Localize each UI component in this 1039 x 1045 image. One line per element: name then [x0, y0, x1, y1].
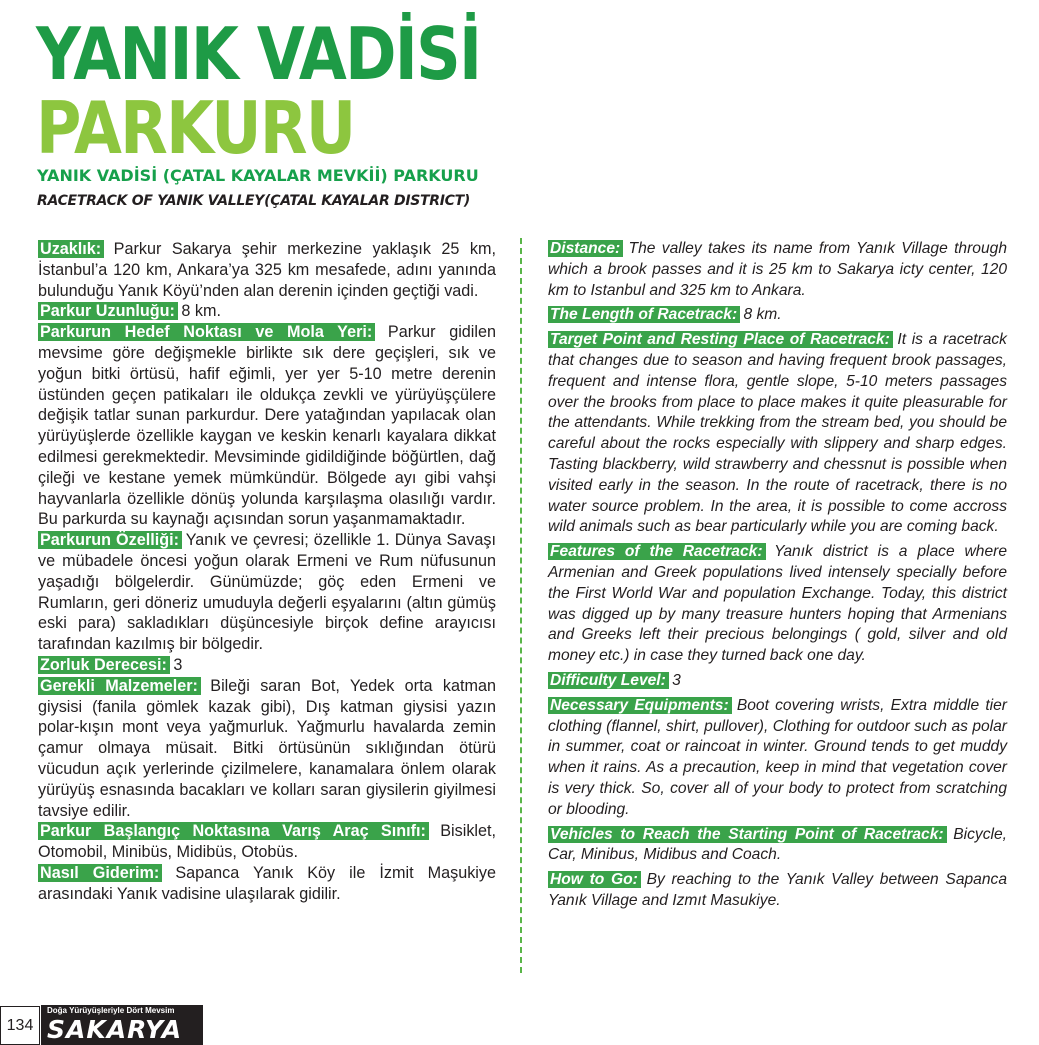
page-title-line-2: PARKURU [36, 86, 355, 170]
section-label: Parkur Başlangıç Noktasına Varış Araç Sınıfı: [40, 822, 426, 841]
section-vehicles-en [548, 825, 1007, 867]
section-text: By reaching to the Yanık Valley between Sapanca Yanık Village and Izmıt Masukiye. [548, 871, 1007, 909]
section-length-en [548, 305, 1007, 326]
subtitle-turkish: YANIK VADİSİ (ÇATAL KAYALAR MEVKİİ) PARKURU [37, 166, 479, 185]
section-label: Vehicles to Reach the Starting Point of Racetrack: [550, 825, 944, 843]
section-length-tr [38, 301, 496, 322]
section-label: Target Point and Resting Place of Racetrack: [550, 331, 890, 349]
page-number: 134 [0, 1006, 40, 1045]
section-text: Sapanca Yanık Köy ile İzmit Maşukiye arasındaki Yanık vadisine ulaşılarak gidilir. [38, 863, 496, 903]
section-features-en [548, 542, 1007, 667]
section-text: It is a racetrack that changes due to season and having frequent brook passages, frequent and intense flora, gentle slope, 5-10 meters passages over the brooks from place to place makes it quite pleasurable for the attendants. While trekking from the stream bed, you should be careful about the rocks especially with slippery and sharp edges. Tasting blackberry, wild strawberry and chessnut is possible when visited early in the season. In the route of racetrack, there is no water source problem. In the area, it is possible to come accross wild animals such as bear particularly while you are coming back. [548, 331, 1007, 536]
section-label: Gerekli Malzemeler: [40, 676, 198, 695]
series-title: Doğa Yürüyüşleriyle Dört Mevsim [47, 1006, 175, 1015]
section-label: Features of the Racetrack: [550, 543, 763, 561]
section-label: Nasıl Giderim: [40, 863, 160, 882]
column-divider [520, 238, 522, 973]
section-label: The Length of Racetrack: [550, 306, 738, 324]
english-column [548, 239, 1007, 916]
section-label: Parkurun Özelliği: [40, 531, 180, 550]
turkish-column [38, 239, 496, 905]
section-howto-tr [38, 863, 496, 905]
section-text: 8 km. [739, 306, 782, 324]
section-howto-en [548, 870, 1007, 912]
section-equipment-tr [38, 676, 496, 822]
section-text: Yanık ve çevresi; özellikle 1. Dünya Savaşı ve mübadele öncesi yoğun olarak Ermeni ve Rum nüfusunun yaşadığı bölgelerdir. Günümüzde; göç eden Ermeni ve Rumların, geri döneriz umuduyla değerli eşyalarını (altın gümüş eski para) sakladıkları düşüncesiyle birçok define arayıcısı tarafından kazılmış bir bölgedir. [38, 531, 497, 654]
section-label: Parkur Uzunluğu: [40, 302, 175, 321]
section-text: Boot covering wrists, Extra middle tier clothing (flannel, shirt, pullover), Clothing for outdoor such as polar in summer, coat or raincoat in winter. Ground tends to get muddy when it rains. As a precaution, keep in mind that vegetation cover is very thick. So, cover all of your body to protect from scratching or blooding. [548, 696, 1007, 818]
subtitle-english: RACETRACK OF YANIK VALLEY(ÇATAL KAYALAR DISTRICT) [37, 193, 470, 209]
section-features-tr [38, 530, 496, 655]
section-vehicles-tr [38, 821, 496, 863]
section-target-en [548, 330, 1007, 538]
section-text: Bisiklet, Otomobil, Minibüs, Midibüs, Otobüs. [38, 822, 497, 862]
section-label: Necessary Equipments: [550, 696, 729, 714]
logo-wordmark: SAKARYA [47, 1015, 183, 1044]
section-text: Parkur Sakarya şehir merkezine yaklaşık 25 km, İstanbul’a 120 km, Ankara’ya 325 km mesafede, adını yanında bulunduğu Yanık Köyü’nden alan derenin içinden geçtiği vadi. [38, 240, 496, 300]
section-text: 3 [667, 671, 681, 689]
section-text: Parkur gidilen mevsime göre değişmekle birlikte sık dere geçişleri, sık ve yoğun bitki örtüsü, hafif eğimli, yer yer 5-10 metre derenin üstünden geçen patikaları ile oldukça zevkli ve yürüyüşçülere değişik tatlar sunan parkurdur. Dere yatağından yapılacak olan yürüyüşlerde özellikle kaygan ve keskin kenarlı kayalara dikkat edilmesi gerekmektedir. Mevsiminde gidildiğinde böğürtlen, dağ çileği ve kestane yemek mümkündür. Bölgede ayı gibi vahşi hayvanlarla özellikle dönüş yolunda karşılaşma olasılığı vardır. Bu parkurda su kaynağı açısından sorun yaşanmamaktadır. [38, 323, 496, 529]
section-text: Bicycle, Car, Minibus, Midibus and Coach. [548, 825, 1007, 864]
section-distance-tr [38, 239, 496, 301]
section-label: Uzaklık: [40, 240, 102, 258]
footer-logo [41, 1005, 203, 1045]
section-equipment-en [548, 696, 1007, 821]
section-target-tr [38, 322, 496, 530]
section-difficulty-en [548, 671, 1007, 692]
section-text: Bileği saran Bot, Yedek orta katman giysisi (fanila gömlek kazak gibi), Dış katman giysisi yazın polar-kışın mont veya yağmurluk. Yağmurlu havalarda zemin çamur olmaya müsait. Bitki örtüsünün sıklığından ötürü vücudun açık yerlerinde çizilmelere, kanamalara önlem olarak yürüyüş esnasında bacakları ve kolları saran giysilerin giyilmesi tavsiye edilir. [38, 676, 496, 820]
section-text: 3 [168, 655, 183, 674]
section-label: Distance: [550, 240, 621, 257]
section-difficulty-tr [38, 655, 496, 676]
section-text: The valley takes its name from Yanık Village through which a brook passes and it is 25 km to Sakarya icty center, 120 km to Istanbul and 325 km to Ankara. [548, 240, 1007, 299]
section-label: Difficulty Level: [550, 671, 666, 689]
section-label: Zorluk Derecesi: [40, 655, 167, 674]
page-title-line-1: YANIK VADİSİ [36, 12, 481, 96]
section-distance-en [548, 239, 1007, 301]
section-label: How to Go: [550, 871, 638, 889]
section-label: Parkurun Hedef Noktası ve Mola Yeri: [40, 323, 373, 342]
section-text: Yanık district is a place where Armenian and Greek populations lived intensely specially before the First World War and population Exchange. Today, this district was digged up by many treasure hunters hoping that Armenians and Greeks left their precious belongings ( gold, silver and old money etc.) in case they turned back one day. [548, 543, 1007, 665]
section-text: 8 km. [176, 302, 221, 321]
